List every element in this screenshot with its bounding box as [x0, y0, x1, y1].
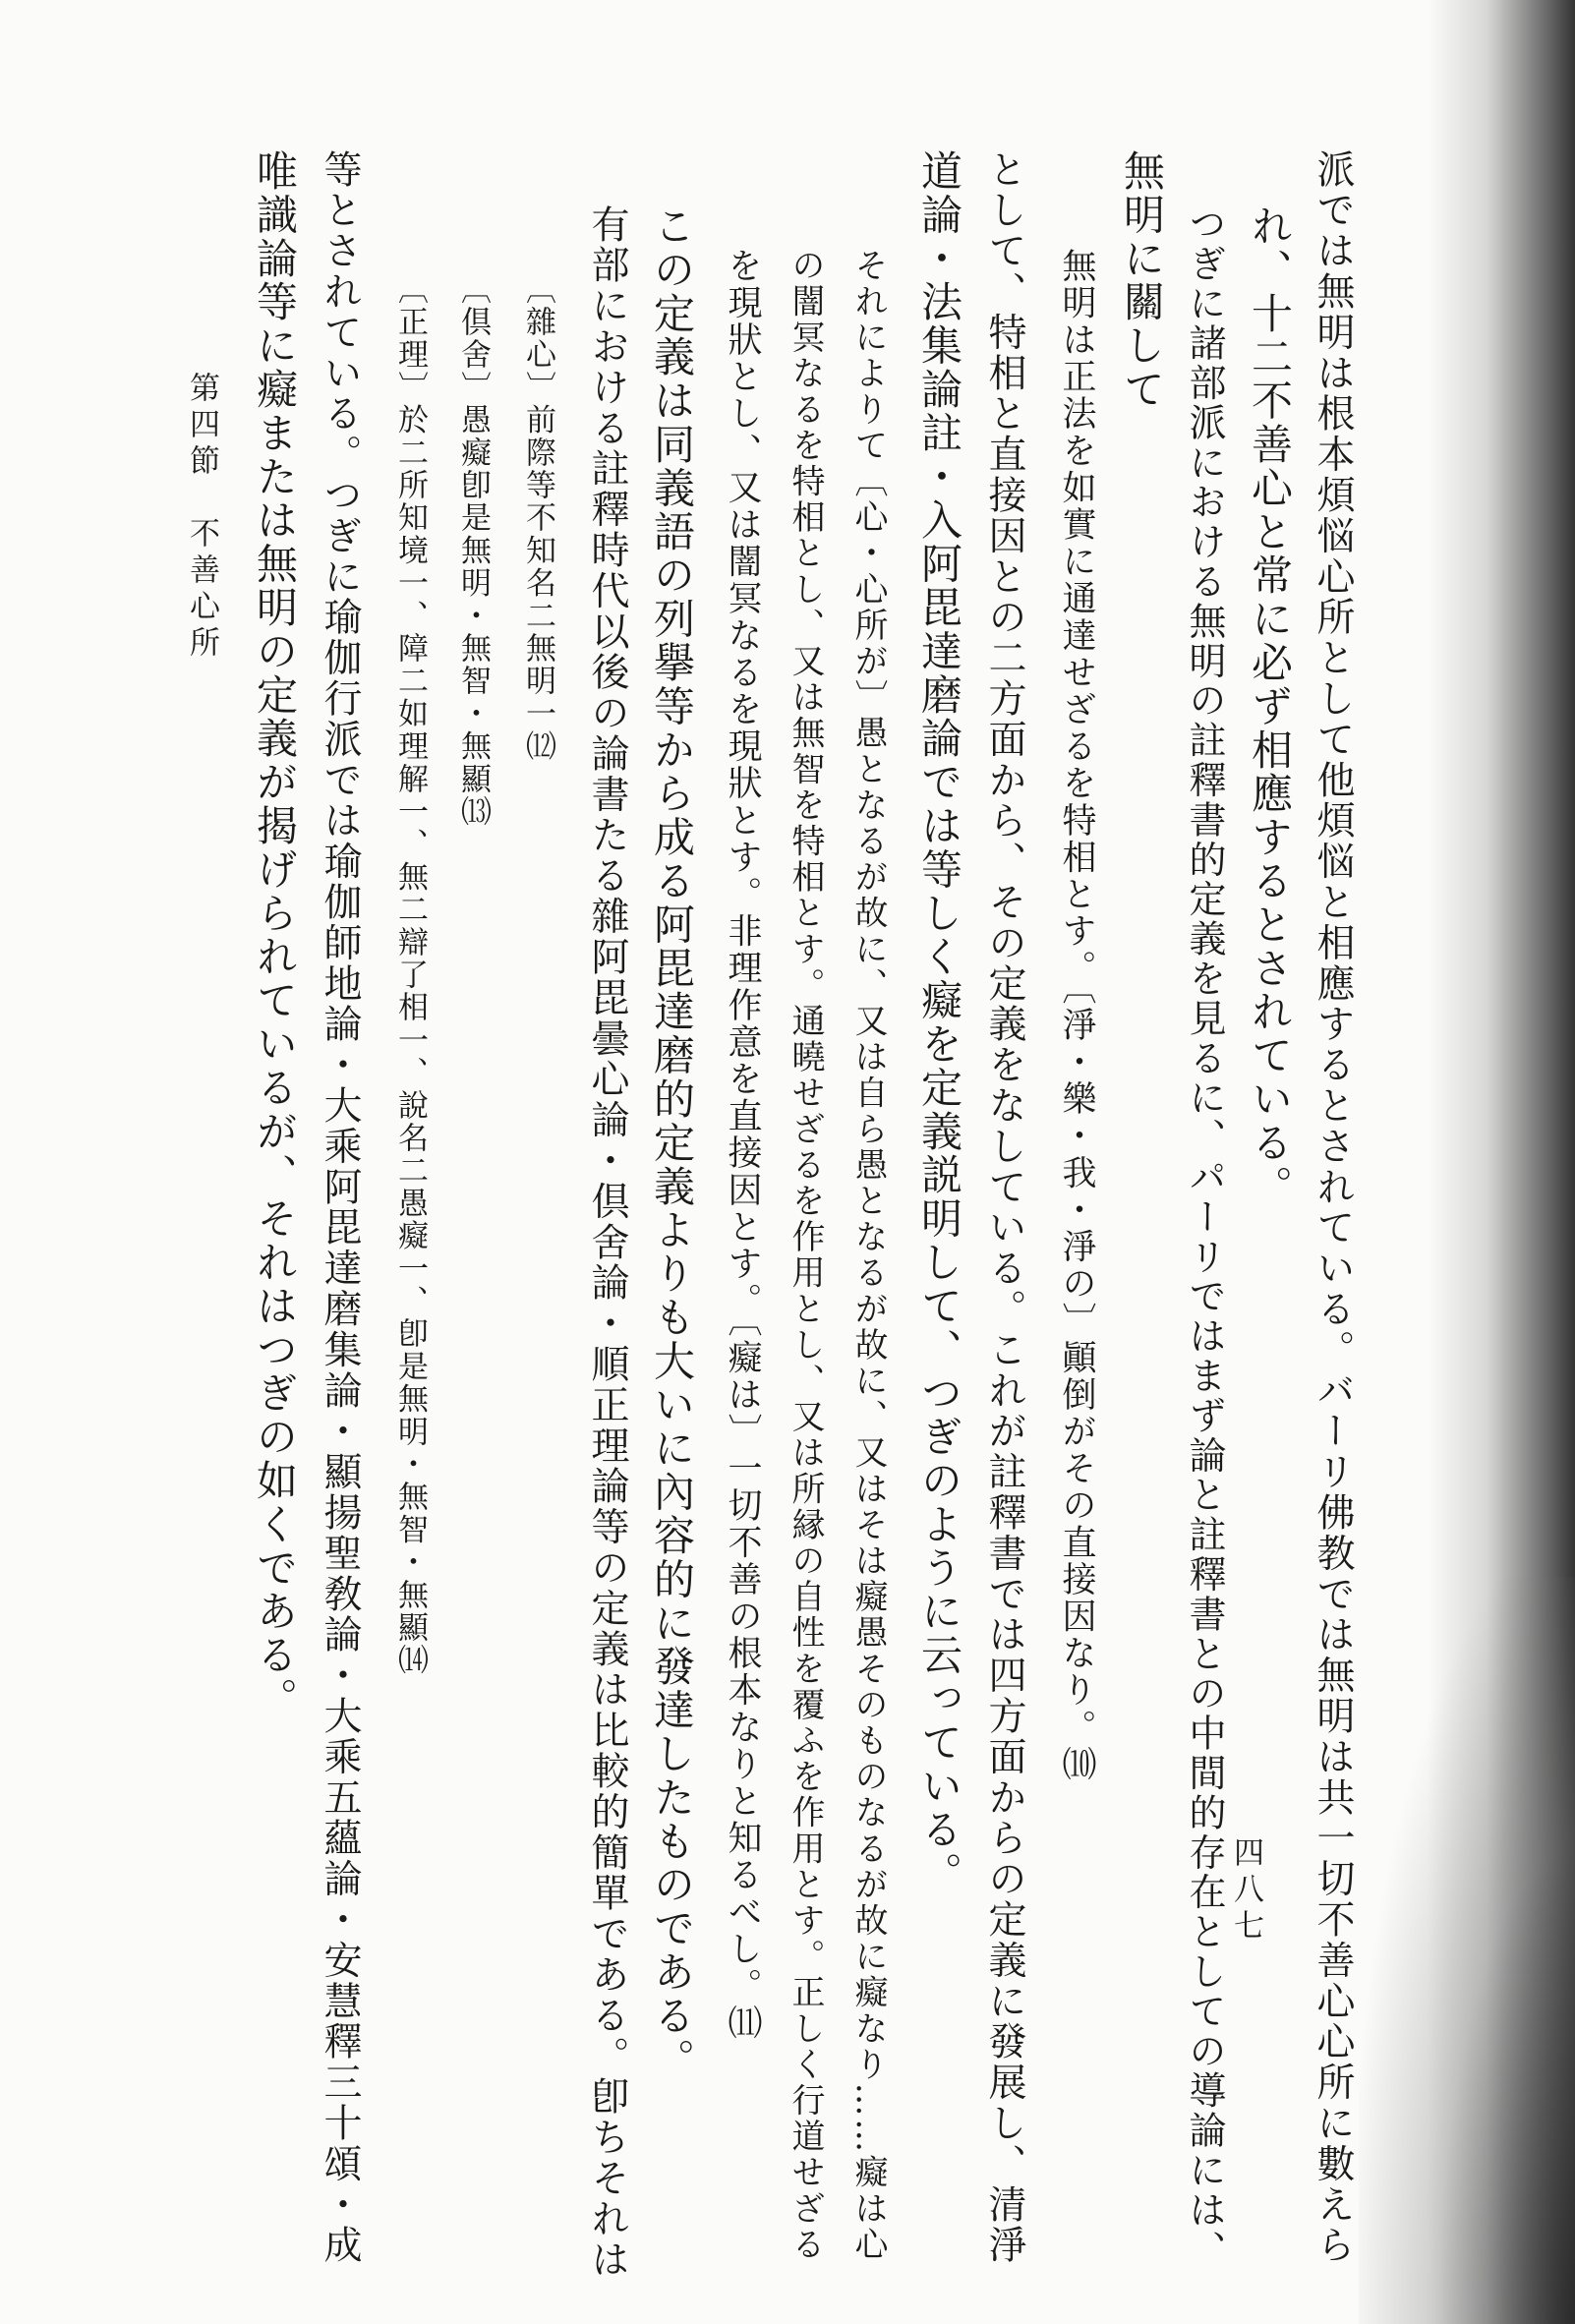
section-running-title: 第四節 不善心所 [184, 372, 219, 663]
citation-line-2: 〔倶舍〕愚癡卽是無明・無智・無顯⒀ [455, 273, 491, 829]
quote-line-2: それによりて〔心・心所が〕愚となるが故に、又は自ら愚となるが故に、又はそは癡愚そのものなるが故に癡なり……癡は心 [848, 248, 888, 2263]
page-number: 四八七 [1228, 1836, 1263, 1946]
body-line-9: 等とされている。つぎに瑜伽行派では瑜伽師地論・大乘阿毘達磨集論・顯揚聖敎論・大乘五蘊論・安慧釋三十頌・成 [318, 149, 362, 2266]
body-line-1: 派では無明は根本煩悩心所として他煩悩と相應するとされている。バーリ佛教では無明は共一切不善心心所に數えら [1311, 149, 1355, 2266]
body-line-2: れ、十二不善心と常に必ず相應するとされている。 [1246, 204, 1294, 1209]
body-line-4: 無明に關して [1118, 149, 1166, 412]
citation-line-3: 〔正理〕於二所知境一、障二如理解一、無二辯了相一、說名二愚癡一、卽是無明・無智・無顯⒁ [392, 273, 428, 1677]
quote-line-4: を現狀とし、又は闇冥なるを現狀とす。非理作意を直接因とす。〔癡は〕一切不善の根本なりと知るべし。⑾ [723, 248, 762, 2042]
page-corner-shadow [1359, 1577, 1575, 2324]
quote-line-1: 無明は正法を如實に通達せざるを特相とす。〔淨・樂・我・淨の〕顚倒がその直接因なり。⑽ [1057, 248, 1096, 1783]
body-line-8: 有部における註釋時代以後の論書たる雜阿毘曇心論・倶舍論・順正理論等の定義は比較的簡單である。卽ちそれは [585, 204, 629, 2281]
body-line-7: この定義は同義語の列擧等から成る阿毘達磨的定義よりも大いに內容的に發達したものである。 [648, 204, 696, 2082]
body-line-3: つぎに諸部派における無明の註釋書的定義を見るに、パーリではまず論と註釋書との中間的存在としての導論には、 [1183, 204, 1226, 2270]
body-line-6: 道論・法集論註・入阿毘達磨論では等しく癡を定義説明して、つぎのように云っている。 [915, 149, 963, 1895]
body-line-10: 唯識論等に癡または無明の定義が揭げられているが、それはつぎの如くである。 [251, 149, 299, 1721]
citation-line-1: 〔雜心〕前際等不知名二無明一⑿ [520, 273, 555, 763]
quote-line-3: の闇冥なるを特相とし、又は無智を特相とす。通曉せざるを作用とし、又は所縁の自性を覆ふを作用とす。正しく行道せざる [786, 248, 825, 2263]
body-line-5: として、特相と直接因との二方面から、その定義をなしている。これが註釋書では四方面からの定義に發展し、清淨 [982, 149, 1026, 2266]
